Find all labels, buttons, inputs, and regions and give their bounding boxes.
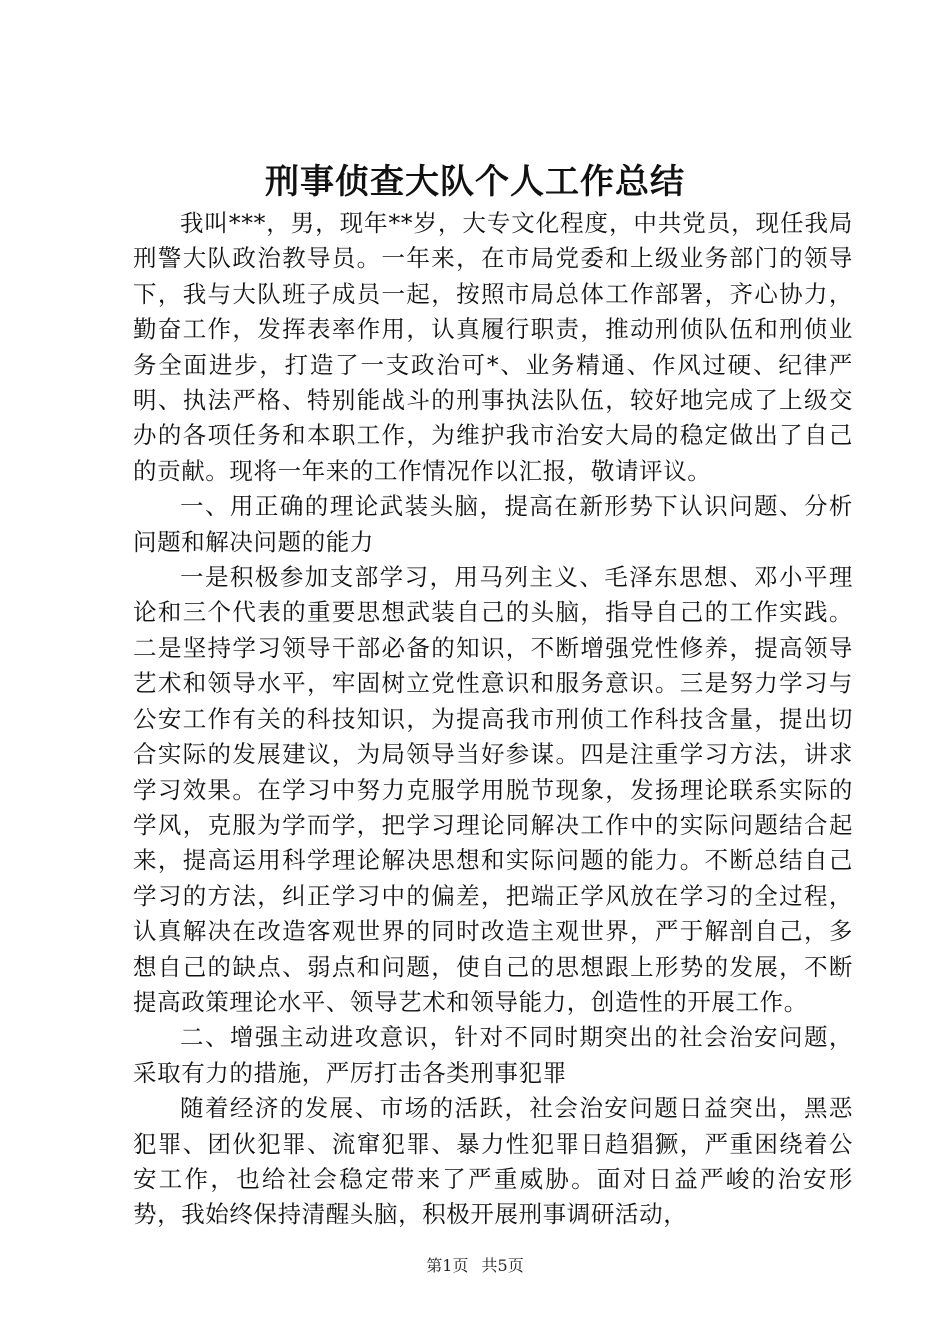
section-heading-2: 二、增强主动进攻意识，针对不同时期突出的社会治安问题，采取有力的措施，严厉打击各类刑事犯罪: [133, 1023, 853, 1087]
document-body: [133, 206, 853, 1233]
paragraph-study: 一是积极参加支部学习，用马列主义、毛泽东思想、邓小平理论和三个代表的重要思想武装自己的头脑，指导自己的工作实践。二是坚持学习领导干部必备的知识，不断增强党性修养，提高领导艺术和领导水平，牢固树立党性意识和服务意识。三是努力学习与公安工作有关的科技知识，为提高我市刑侦工作科技含量，提出切合实际的发展建议，为局领导当好参谋。四是注重学习方法，讲求学习效果。在学习中努力克服学用脱节现象，发扬理论联系实际的学风，克服为学而学，把学习理论同解决工作中的实际问题结合起来，提高运用科学理论解决思想和实际问题的能力。不断总结自己学习的方法，纠正学习中的偏差，把端正学风放在学习的全过程，认真解决在改造客观世界的同时改造主观世界，严于解剖自己，多想自己的缺点、弱点和问题，使自己的思想跟上形势的发展，不断提高政策理论水平、领导艺术和领导能力，创造性的开展工作。: [133, 563, 853, 1016]
document-title: 刑事侦查大队个人工作总结: [265, 162, 685, 202]
paragraph-crime: 随着经济的发展、市场的活跃，社会治安问题日益突出，黑恶犯罪、团伙犯罪、流窜犯罪、暴力性犯罪日趋猖獗，严重困绕着公安工作，也给社会稳定带来了严重威胁。面对日益严峻的治安形势，我始终保持清醒头脑，积极开展刑事调研活动，: [133, 1094, 853, 1229]
page-footer: [0, 1255, 950, 1277]
page-number: 第1页: [426, 1256, 469, 1275]
paragraph-intro: 我叫***，男，现年**岁，大专文化程度，中共党员，现任我局刑警大队政治教导员。一年来，在市局党委和上级业务部门的领导下，我与大队班子成员一起，按照市局总体工作部署，齐心协力，勤奋工作，发挥表率作用，认真履行职责，推动刑侦队伍和刑侦业务全面进步，打造了一支政治可*、业务精通、作风过硬、纪律严明、执法严格、特别能战斗的刑事执法队伍，较好地完成了上级交办的各项任务和本职工作，为维护我市治安大局的稳定做出了自己的贡献。现将一年来的工作情况作以汇报，敬请评议。: [133, 209, 853, 485]
page-total: 共5页: [481, 1256, 524, 1275]
section-heading-1: 一、用正确的理论武装头脑，提高在新形势下认识问题、分析问题和解决问题的能力: [133, 492, 853, 556]
